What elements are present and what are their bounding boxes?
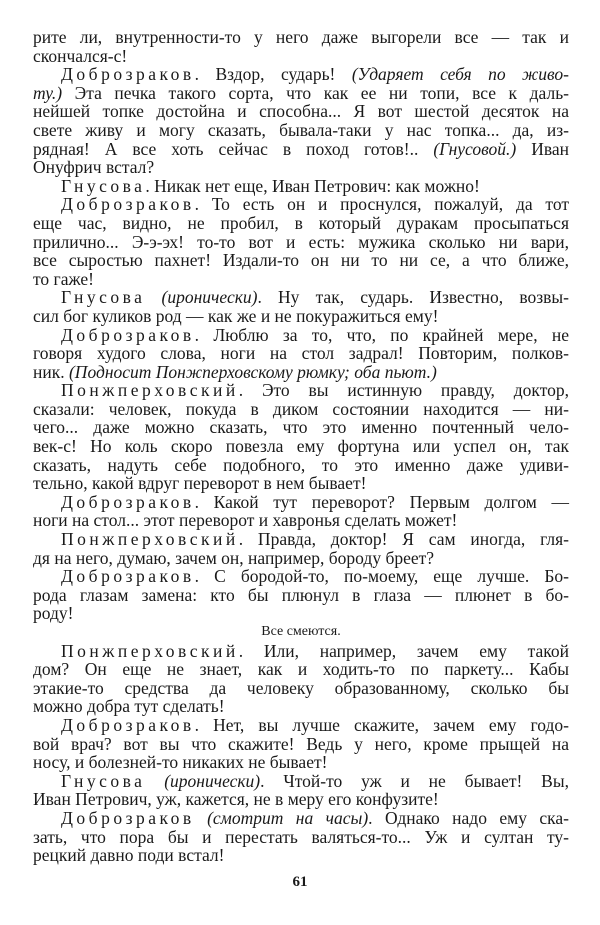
- page-text: [33, 28, 569, 865]
- text-line: [33, 642, 569, 661]
- text-line: [33, 418, 569, 437]
- text-run: . Нет, вы лучше скажите, зачем ему годо-: [194, 714, 569, 735]
- text-run: . Однако надо ему ска-: [368, 807, 569, 828]
- text-run: . То есть он и проснулся, пожалуй, да тот: [194, 194, 569, 215]
- text-run: еще час, видно, не пробил, в который дуракам просыпаться: [33, 212, 569, 233]
- text-run: роду!: [33, 603, 74, 624]
- text-line: [33, 772, 569, 791]
- speaker-name: Понжперховский: [61, 380, 239, 401]
- text-run: Иван Петрович, уж, кажется, не в меру его конфузите!: [33, 789, 439, 810]
- text-line: [33, 474, 569, 493]
- text-run: . Вздор, сударь!: [194, 64, 352, 85]
- text-line: [33, 586, 569, 605]
- speaker-name: Доброзраков: [61, 194, 195, 215]
- text-run: свете живу и могу сказать, бывала-таки у нас топка... да, из-: [33, 119, 569, 140]
- text-run: зать, что пора бы и перестать валяться-то... Уж и султан ту-: [33, 826, 569, 847]
- text-run: тельно, какой вдруг переворот в нем бывает!: [33, 473, 367, 494]
- stage-direction: (иронически): [145, 287, 258, 308]
- speaker-name: Доброзраков: [61, 566, 195, 587]
- text-line: [33, 326, 569, 345]
- stage-direction: (смотрит на часы): [194, 807, 369, 828]
- text-line: [33, 251, 569, 270]
- stage-direction: ту.): [33, 82, 63, 103]
- text-run: чего... даже можно сказать, что это именно почтенный чело-: [33, 417, 569, 438]
- text-run: Иван: [516, 138, 569, 159]
- text-run: Эта печка такого сорта, что как ее ни топи, все к даль-: [62, 82, 569, 103]
- text-run: нейшей топке достойна и способна... Я вот шестой десяток на: [33, 101, 569, 122]
- text-line: [33, 121, 569, 140]
- text-run: . Чтой-то уж и не бывает! Вы,: [260, 770, 569, 791]
- text-line: [33, 716, 569, 735]
- text-line: [33, 456, 569, 475]
- text-line: [33, 28, 569, 47]
- speaker-name: Гнусова: [61, 770, 146, 791]
- text-line: [33, 660, 569, 679]
- text-line: [33, 177, 569, 196]
- stage-direction: (Гнусовой.): [433, 138, 517, 159]
- text-line: [33, 530, 569, 549]
- text-run: все сыростью пахнет! Издали-то он ни то ни се, а что ближе,: [33, 250, 569, 271]
- text-line: [33, 344, 569, 363]
- text-run: Онуфрич встал?: [33, 157, 155, 178]
- text-line: [33, 214, 569, 233]
- text-line: [33, 233, 569, 252]
- stage-direction: (Ударяет себя по живо-: [351, 64, 569, 85]
- text-run: рите ли, внутренности-то у него даже выгорели все — так и: [33, 27, 569, 47]
- text-run: прилично... Э-э-эх! то-то вот и есть: мужика сколько ни вари,: [33, 231, 569, 252]
- text-line: [33, 140, 569, 159]
- text-run: дя на него, думаю, зачем он, например, бороду бреет?: [33, 547, 435, 568]
- text-line: [33, 828, 569, 847]
- text-line: [33, 158, 569, 177]
- text-run: . Какой тут переворот? Первым долгом —: [194, 491, 569, 512]
- text-line: [33, 735, 569, 754]
- text-run: дом? Он еще не знает, как и ходить-то по паркету... Кабы: [33, 659, 569, 680]
- text-run: Все смеются.: [261, 624, 341, 639]
- speaker-name: Понжперховский: [61, 529, 239, 550]
- speaker-name: Понжперховский: [61, 640, 239, 661]
- text-run: скончался-с!: [33, 45, 128, 66]
- text-run: носу, и болезней-то никаких не бывает!: [33, 752, 328, 773]
- text-run: сил бог куликов род — как же и не покуражиться ему!: [33, 305, 439, 326]
- text-run: рода глазам замена: кто бы плюнул в глаза — плюнет в бо-: [33, 584, 569, 605]
- text-line: [33, 270, 569, 289]
- text-line: [33, 790, 569, 809]
- speaker-name: Доброзраков: [61, 491, 195, 512]
- text-line: [33, 679, 569, 698]
- text-line: [33, 400, 569, 419]
- text-run: этакие-то средства да человеку образованному, сколько бы: [33, 677, 569, 698]
- text-run: . Люблю за то, что, по крайней мере, не: [194, 324, 569, 345]
- text-line: [33, 809, 569, 828]
- text-run: сказали: человек, покуда в диком состоянии находится — ни-: [33, 398, 569, 419]
- text-run: то гаже!: [33, 268, 94, 289]
- speaker-name: Гнусова: [61, 287, 146, 308]
- text-line: [33, 47, 569, 66]
- text-run: . Никак нет еще, Иван Петрович: как можно!: [145, 175, 480, 196]
- text-run: век-с! Но коль скоро повезла ему фортуна или успел он, так: [33, 436, 569, 457]
- text-run: рецкий давно поди встал!: [33, 845, 225, 866]
- text-line: [33, 307, 569, 326]
- text-line: [33, 363, 569, 382]
- text-line: [33, 753, 569, 772]
- speaker-name: Доброзраков: [61, 64, 195, 85]
- text-line: [33, 195, 569, 214]
- text-run: . Или, например, зачем ему такой: [238, 640, 569, 661]
- text-line: [33, 84, 569, 103]
- text-run: ник.: [33, 361, 69, 382]
- text-line: [33, 65, 569, 84]
- stage-note-line: [33, 623, 569, 642]
- text-run: . С бородой-то, по-моему, еще лучше. Бо-: [194, 566, 569, 587]
- text-run: можно добра тут сделать!: [33, 696, 225, 717]
- text-line: [33, 288, 569, 307]
- text-line: [33, 493, 569, 512]
- text-line: [33, 846, 569, 865]
- text-line: [33, 102, 569, 121]
- text-run: . Это вы истинную правду, доктор,: [238, 380, 569, 401]
- text-line: [33, 604, 569, 623]
- text-line: [33, 549, 569, 568]
- text-run: ноги на стол... этот переворот и хавронья сделать может!: [33, 510, 458, 531]
- page-number: 61: [292, 874, 308, 890]
- speaker-name: Доброзраков: [61, 807, 195, 828]
- text-run: говоря худого слова, ноги на стол задрал! Повторим, полков-: [33, 343, 569, 364]
- text-line: [33, 511, 569, 530]
- speaker-name: Доброзраков: [61, 324, 195, 345]
- text-run: вой врач? вот вы что скажите! Ведь у него, кроме прыщей на: [33, 733, 569, 754]
- text-line: [33, 437, 569, 456]
- text-line: [33, 381, 569, 400]
- text-run: сказать, надуть себе подобного, то это именно даже удиви-: [33, 454, 569, 475]
- text-line: [33, 567, 569, 586]
- stage-direction: (Подносит Понжперховскому рюмку; оба пьют.): [68, 361, 437, 382]
- text-run: . Ну так, сударь. Известно, возвы-: [257, 287, 569, 308]
- speaker-name: Гнусова: [61, 175, 146, 196]
- speaker-name: Доброзраков: [61, 714, 195, 735]
- text-run: рядная! А все хоть сейчас в поход готов!..: [33, 138, 434, 159]
- stage-direction: (иронически): [145, 770, 261, 791]
- text-run: . Правда, доктор! Я сам иногда, гля-: [238, 529, 569, 550]
- text-line: [33, 697, 569, 716]
